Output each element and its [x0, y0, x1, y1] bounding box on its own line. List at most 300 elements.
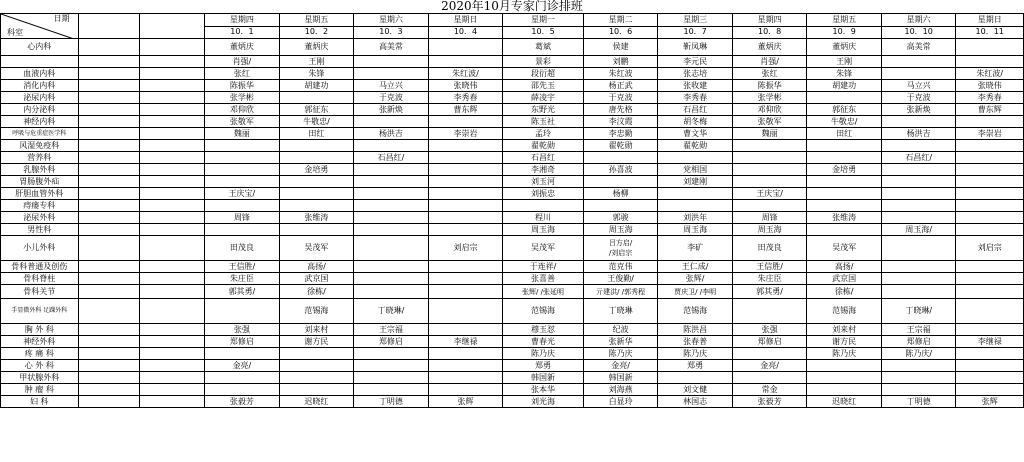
- schedule-cell: 张毅芳: [732, 396, 807, 408]
- schedule-cell: 杨柳: [583, 188, 658, 200]
- schedule-cell: [279, 348, 354, 360]
- schedule-cell: [807, 140, 882, 152]
- schedule-cell: 段衍超: [503, 68, 584, 80]
- blank-cell: [139, 261, 204, 273]
- schedule-cell: [354, 212, 429, 224]
- schedule-cell: [354, 200, 429, 212]
- schedule-cell: [428, 348, 503, 360]
- schedule-cell: 马立兴: [354, 80, 429, 92]
- blank-cell: [139, 372, 204, 384]
- schedule-cell: [956, 384, 1024, 396]
- schedule-cell: [807, 152, 882, 164]
- schedule-cell: [956, 188, 1024, 200]
- schedule-cell: 于克波: [881, 92, 956, 104]
- blank-cell: [78, 92, 139, 104]
- blank-cell: [78, 348, 139, 360]
- weekday-header: 星期日: [428, 14, 503, 27]
- schedule-cell: 张学彬: [205, 92, 280, 104]
- date-header: 10．11: [956, 26, 1024, 39]
- schedule-cell: [428, 164, 503, 176]
- schedule-cell: 唐先格: [583, 104, 658, 116]
- blank-cell: [139, 176, 204, 188]
- schedule-cell: 刘鹏: [583, 56, 658, 68]
- schedule-cell: [807, 176, 882, 188]
- blank-cell: [139, 39, 204, 56]
- blank-cell: [139, 164, 204, 176]
- blank-cell: [78, 152, 139, 164]
- schedule-cell: [428, 273, 503, 285]
- schedule-cell: 穆玉怼: [503, 324, 584, 336]
- schedule-cell: [583, 176, 658, 188]
- schedule-cell: [428, 285, 503, 299]
- schedule-cell: 张新华: [583, 336, 658, 348]
- schedule-cell: [354, 236, 429, 261]
- schedule-cell: 范克伟: [583, 261, 658, 273]
- schedule-cell: [732, 372, 807, 384]
- schedule-cell: [354, 372, 429, 384]
- table-row: [1, 384, 1024, 396]
- schedule-cell: 于克波: [354, 92, 429, 104]
- schedule-cell: 田茂良: [205, 236, 280, 261]
- page-title: 2020年10月专家门诊排班: [441, 0, 583, 13]
- table-row: [1, 261, 1024, 273]
- blank-cell: [78, 336, 139, 348]
- department-cell: 内分泌科: [1, 104, 79, 116]
- schedule-cell: [956, 212, 1024, 224]
- schedule-cell: 牛敬忠/: [279, 116, 354, 128]
- schedule-cell: 王刚: [279, 56, 354, 68]
- schedule-cell: [279, 200, 354, 212]
- schedule-cell: 陈乃庆: [503, 348, 584, 360]
- date-header: 10．4: [428, 26, 503, 39]
- schedule-cell: 金培勇: [807, 164, 882, 176]
- schedule-cell: 张春普: [658, 336, 733, 348]
- schedule-cell: 孙喜波: [583, 164, 658, 176]
- blank-cell: [78, 164, 139, 176]
- date-header: 10．6: [583, 26, 658, 39]
- department-cell: 妇 科: [1, 396, 79, 408]
- schedule-cell: [881, 188, 956, 200]
- schedule-cell: [807, 200, 882, 212]
- schedule-cell: 张志培: [658, 68, 733, 80]
- schedule-cell: 金亮/: [205, 360, 280, 372]
- blank-cell: [78, 299, 139, 324]
- schedule-cell: [354, 164, 429, 176]
- schedule-cell: 张晓伟: [428, 80, 503, 92]
- schedule-cell: [279, 372, 354, 384]
- schedule-cell: 周锋: [732, 212, 807, 224]
- schedule-cell: 胡冬梅: [658, 116, 733, 128]
- schedule-cell: [807, 92, 882, 104]
- blank-cell: [139, 92, 204, 104]
- blank-cell: [78, 236, 139, 261]
- department-cell: 血液内科: [1, 68, 79, 80]
- table-row: [1, 80, 1024, 92]
- schedule-cell: [428, 299, 503, 324]
- schedule-cell: 李湘奇: [503, 164, 584, 176]
- schedule-cell: 薛凌宇: [503, 92, 584, 104]
- blank-cell: [78, 360, 139, 372]
- schedule-cell: 王庆宝/: [205, 188, 280, 200]
- schedule-cell: [354, 224, 429, 236]
- schedule-cell: 亓建洪/ /郭秀程: [583, 285, 658, 299]
- schedule-cell: 李秀春: [428, 92, 503, 104]
- corner-dept-label: 科室: [7, 28, 23, 37]
- date-header: 10．3: [354, 26, 429, 39]
- schedule-cell: 朱庄臣: [732, 273, 807, 285]
- schedule-cell: 郑修启: [354, 336, 429, 348]
- department-cell: 神经内科: [1, 116, 79, 128]
- schedule-cell: [205, 384, 280, 396]
- schedule-cell: 曹文华: [658, 128, 733, 140]
- schedule-cell: 田茂良: [732, 236, 807, 261]
- schedule-cell: 徐栋/: [279, 285, 354, 299]
- schedule-cell: [583, 152, 658, 164]
- schedule-cell: 葛斌: [503, 39, 584, 56]
- schedule-cell: [807, 188, 882, 200]
- schedule-cell: [205, 164, 280, 176]
- schedule-cell: 董炳庆: [205, 39, 280, 56]
- schedule-cell: 张喜善: [503, 273, 584, 285]
- date-header: 10．1: [205, 26, 280, 39]
- schedule-cell: [205, 200, 280, 212]
- date-header: 10．5: [503, 26, 584, 39]
- schedule-cell: 邓仰欣: [732, 104, 807, 116]
- blank-cell: [139, 104, 204, 116]
- schedule-cell: [732, 140, 807, 152]
- department-cell: 神经外科: [1, 336, 79, 348]
- table-row: [1, 324, 1024, 336]
- schedule-cell: [956, 360, 1024, 372]
- schedule-cell: [956, 164, 1024, 176]
- schedule-cell: 于连祥/: [503, 261, 584, 273]
- schedule-cell: [428, 152, 503, 164]
- schedule-cell: 陈玉社: [503, 116, 584, 128]
- schedule-cell: [428, 188, 503, 200]
- corner-cell: [1, 14, 79, 39]
- schedule-cell: 翟乾勋: [658, 140, 733, 152]
- schedule-cell: 张新焕: [354, 104, 429, 116]
- schedule-cell: [956, 261, 1024, 273]
- schedule-cell: 周玉海: [583, 224, 658, 236]
- schedule-cell: 李元民: [658, 56, 733, 68]
- department-cell: 肿 瘤 科: [1, 384, 79, 396]
- schedule-cell: 刘光海: [503, 396, 584, 408]
- schedule-cell: 李继禄: [956, 336, 1024, 348]
- blank-cell: [139, 152, 204, 164]
- schedule-cell: 陈振华: [732, 80, 807, 92]
- table-row: [1, 188, 1024, 200]
- schedule-cell: 吴茂军: [279, 236, 354, 261]
- weekday-header: 星期五: [279, 14, 354, 27]
- doctor-name: /刘启宗: [608, 249, 633, 257]
- schedule-cell: 张敬军: [732, 116, 807, 128]
- schedule-cell: 白显玲: [583, 396, 658, 408]
- table-row: [1, 140, 1024, 152]
- schedule-cell: 邓仰欣: [205, 104, 280, 116]
- schedule-cell: [428, 224, 503, 236]
- schedule-cell: [658, 188, 733, 200]
- schedule-cell: [881, 176, 956, 188]
- schedule-cell: [354, 384, 429, 396]
- schedule-cell: 杨正武: [583, 80, 658, 92]
- blank-cell: [139, 348, 204, 360]
- schedule-cell: [732, 348, 807, 360]
- department-cell: 甲状腺外科: [1, 372, 79, 384]
- schedule-cell: 马立兴: [881, 80, 956, 92]
- schedule-cell: 刘玉河: [503, 176, 584, 188]
- schedule-cell: 朱红波: [583, 68, 658, 80]
- schedule-cell: 于克波: [583, 92, 658, 104]
- schedule-cell: 牛敬忠/: [807, 116, 882, 128]
- schedule-cell: 迟晓红: [279, 396, 354, 408]
- blank-cell: [139, 396, 204, 408]
- schedule-cell: 石昌红: [658, 104, 733, 116]
- schedule-cell: 张强: [205, 324, 280, 336]
- blank-cell: [139, 212, 204, 224]
- blank-cell: [78, 188, 139, 200]
- blank-cell: [78, 224, 139, 236]
- schedule-cell: 郭骏: [583, 212, 658, 224]
- schedule-cell: 周玉海/: [881, 224, 956, 236]
- schedule-cell: [279, 92, 354, 104]
- schedule-cell: 陈洪昌: [658, 324, 733, 336]
- schedule-cell: 常金: [732, 384, 807, 396]
- schedule-cell: 范锡海: [807, 299, 882, 324]
- schedule-cell: 肖强/: [732, 56, 807, 68]
- schedule-cell: [428, 39, 503, 56]
- schedule-cell: 谢方民: [807, 336, 882, 348]
- schedule-cell: 周玉海: [658, 224, 733, 236]
- schedule-cell: 徐栋/: [807, 285, 882, 299]
- schedule-cell: [881, 261, 956, 273]
- schedule-cell: 刘启宗: [428, 236, 503, 261]
- department-cell: 胸 外 科: [1, 324, 79, 336]
- schedule-cell: 程川: [503, 212, 584, 224]
- schedule-cell: 董炳庆: [732, 39, 807, 56]
- schedule-cell: [354, 176, 429, 188]
- schedule-cell: [279, 360, 354, 372]
- table-row: [1, 348, 1024, 360]
- schedule-cell: 曹东辉: [956, 104, 1024, 116]
- blank-cell: [78, 68, 139, 80]
- schedule-cell: 邵先玉: [503, 80, 584, 92]
- schedule-cell: 武京国: [279, 273, 354, 285]
- blank-cell: [139, 384, 204, 396]
- blank-cell: [139, 188, 204, 200]
- schedule-cell: 景彩: [503, 56, 584, 68]
- blank-cell: [78, 324, 139, 336]
- schedule-cell: 曹东辉: [428, 104, 503, 116]
- blank-cell: [139, 140, 204, 152]
- blank-cell: [78, 384, 139, 396]
- schedule-cell: 张维涛: [279, 212, 354, 224]
- schedule-cell: [428, 176, 503, 188]
- schedule-cell: 田红: [807, 128, 882, 140]
- schedule-cell: [956, 56, 1024, 68]
- schedule-cell: [205, 372, 280, 384]
- schedule-cell: 郑修启: [881, 336, 956, 348]
- blank-cell: [78, 56, 139, 68]
- schedule-cell: 金亮/: [583, 360, 658, 372]
- blank-cell: [139, 360, 204, 372]
- department-cell: 呼吸与危重症医学科: [1, 128, 79, 140]
- schedule-cell: 郭征东: [279, 104, 354, 116]
- table-row: [1, 200, 1024, 212]
- schedule-cell: [881, 372, 956, 384]
- schedule-cell: 朱庄臣: [205, 273, 280, 285]
- schedule-cell: 杨洪吉: [354, 128, 429, 140]
- schedule-cell: [881, 116, 956, 128]
- schedule-cell: [428, 324, 503, 336]
- schedule-cell: 周锋: [205, 212, 280, 224]
- schedule-cell: 王庆宝/: [732, 188, 807, 200]
- table-row: [1, 360, 1024, 372]
- schedule-cell: [205, 152, 280, 164]
- schedule-cell: [881, 273, 956, 285]
- schedule-cell: [205, 348, 280, 360]
- schedule-cell: 东野光: [503, 104, 584, 116]
- schedule-cell: [881, 200, 956, 212]
- blank-cell: [78, 14, 139, 39]
- date-header: 10．7: [658, 26, 733, 39]
- schedule-cell: [428, 56, 503, 68]
- date-header: 10．8: [732, 26, 807, 39]
- schedule-cell: 高扬/: [279, 261, 354, 273]
- schedule-cell: 张毅芳: [205, 396, 280, 408]
- schedule-cell: [354, 140, 429, 152]
- department-cell: 心 外 科: [1, 360, 79, 372]
- schedule-cell: [956, 140, 1024, 152]
- schedule-cell: 丁明德: [354, 396, 429, 408]
- schedule-cell: [205, 224, 280, 236]
- schedule-cell: 张收建: [658, 80, 733, 92]
- schedule-cell: [732, 299, 807, 324]
- schedule-cell: 杨洪吉: [881, 128, 956, 140]
- schedule-cell: [732, 152, 807, 164]
- table-row: [1, 116, 1024, 128]
- schedule-cell: [354, 360, 429, 372]
- schedule-cell: 李矿: [658, 236, 733, 261]
- schedule-cell: 张红: [732, 68, 807, 80]
- schedule-cell: 党相国: [658, 164, 733, 176]
- schedule-cell: [881, 68, 956, 80]
- schedule-cell: 朱锋: [279, 68, 354, 80]
- schedule-cell: 贾庆卫/ /李明: [658, 285, 733, 299]
- department-cell: 骨科普通及创伤: [1, 261, 79, 273]
- blank-cell: [78, 261, 139, 273]
- table-row: [1, 285, 1024, 299]
- schedule-cell: [354, 285, 429, 299]
- blank-cell: [78, 140, 139, 152]
- blank-cell: [78, 273, 139, 285]
- schedule-cell: [503, 200, 584, 212]
- schedule-cell: [428, 140, 503, 152]
- schedule-cell: 吴茂军: [807, 236, 882, 261]
- schedule-cell: [428, 116, 503, 128]
- blank-cell: [139, 336, 204, 348]
- schedule-cell: 孟玲: [503, 128, 584, 140]
- blank-cell: [78, 212, 139, 224]
- schedule-cell: 李继禄: [428, 336, 503, 348]
- schedule-cell: 丁晓琳: [583, 299, 658, 324]
- department-cell: 营养科: [1, 152, 79, 164]
- schedule-cell: [428, 212, 503, 224]
- schedule-cell: 郭其勇/: [205, 285, 280, 299]
- blank-cell: [78, 104, 139, 116]
- schedule-cell: [279, 384, 354, 396]
- schedule-cell: [354, 261, 429, 273]
- schedule-cell: [583, 200, 658, 212]
- department-cell: 心内科: [1, 39, 79, 56]
- schedule-cell: 刘振忠: [503, 188, 584, 200]
- schedule-cell: 郑修启: [732, 336, 807, 348]
- department-cell: 乳腺外科: [1, 164, 79, 176]
- blank-cell: [139, 80, 204, 92]
- schedule-cell: 石昌红: [503, 152, 584, 164]
- schedule-cell: 陈乃庆/: [881, 348, 956, 360]
- schedule-cell: 丁晓琳/: [881, 299, 956, 324]
- weekday-header: 星期五: [807, 14, 882, 27]
- schedule-cell: 高扬/: [807, 261, 882, 273]
- schedule-cell: 迟晓红: [807, 396, 882, 408]
- weekday-header: 星期日: [956, 14, 1024, 27]
- schedule-body: [1, 14, 1024, 408]
- schedule-cell: [956, 224, 1024, 236]
- schedule-cell: 韩国新: [583, 372, 658, 384]
- schedule-cell: 田红: [279, 128, 354, 140]
- schedule-cell: [354, 116, 429, 128]
- schedule-cell: 魏丽: [732, 128, 807, 140]
- blank-cell: [78, 116, 139, 128]
- schedule-cell: [354, 348, 429, 360]
- schedule-cell: 周玉海: [732, 224, 807, 236]
- schedule-cell: [205, 176, 280, 188]
- table-row: [1, 336, 1024, 348]
- schedule-cell: 张辉/: [658, 273, 733, 285]
- schedule-cell: 朱锋: [807, 68, 882, 80]
- blank-cell: [139, 56, 204, 68]
- schedule-cell: 张晓伟: [956, 80, 1024, 92]
- weekday-header: 星期四: [732, 14, 807, 27]
- schedule-cell: [881, 56, 956, 68]
- schedule-cell: 石昌红/: [881, 152, 956, 164]
- schedule-cell: 张辉: [428, 396, 503, 408]
- weekday-header: 星期二: [583, 14, 658, 27]
- schedule-cell: [732, 200, 807, 212]
- schedule-cell: [658, 152, 733, 164]
- weekday-header: 星期四: [205, 14, 280, 27]
- date-header: 10．2: [279, 26, 354, 39]
- schedule-cell: [658, 372, 733, 384]
- department-cell: 小儿外科: [1, 236, 79, 261]
- department-cell: 胃肠腹外疝: [1, 176, 79, 188]
- schedule-cell: 侯建: [583, 39, 658, 56]
- schedule-cell: [956, 200, 1024, 212]
- department-cell: 肝胆血管外科: [1, 188, 79, 200]
- schedule-cell: 刘海燕: [583, 384, 658, 396]
- table-row: [1, 372, 1024, 384]
- schedule-cell: 王信胜/: [732, 261, 807, 273]
- blank-cell: [78, 285, 139, 299]
- schedule-cell: [279, 152, 354, 164]
- department-cell: [1, 56, 79, 68]
- table-row: [1, 104, 1024, 116]
- schedule-cell: [428, 360, 503, 372]
- blank-cell: [139, 68, 204, 80]
- department-cell: 痔瘘专科: [1, 200, 79, 212]
- schedule-cell: [807, 384, 882, 396]
